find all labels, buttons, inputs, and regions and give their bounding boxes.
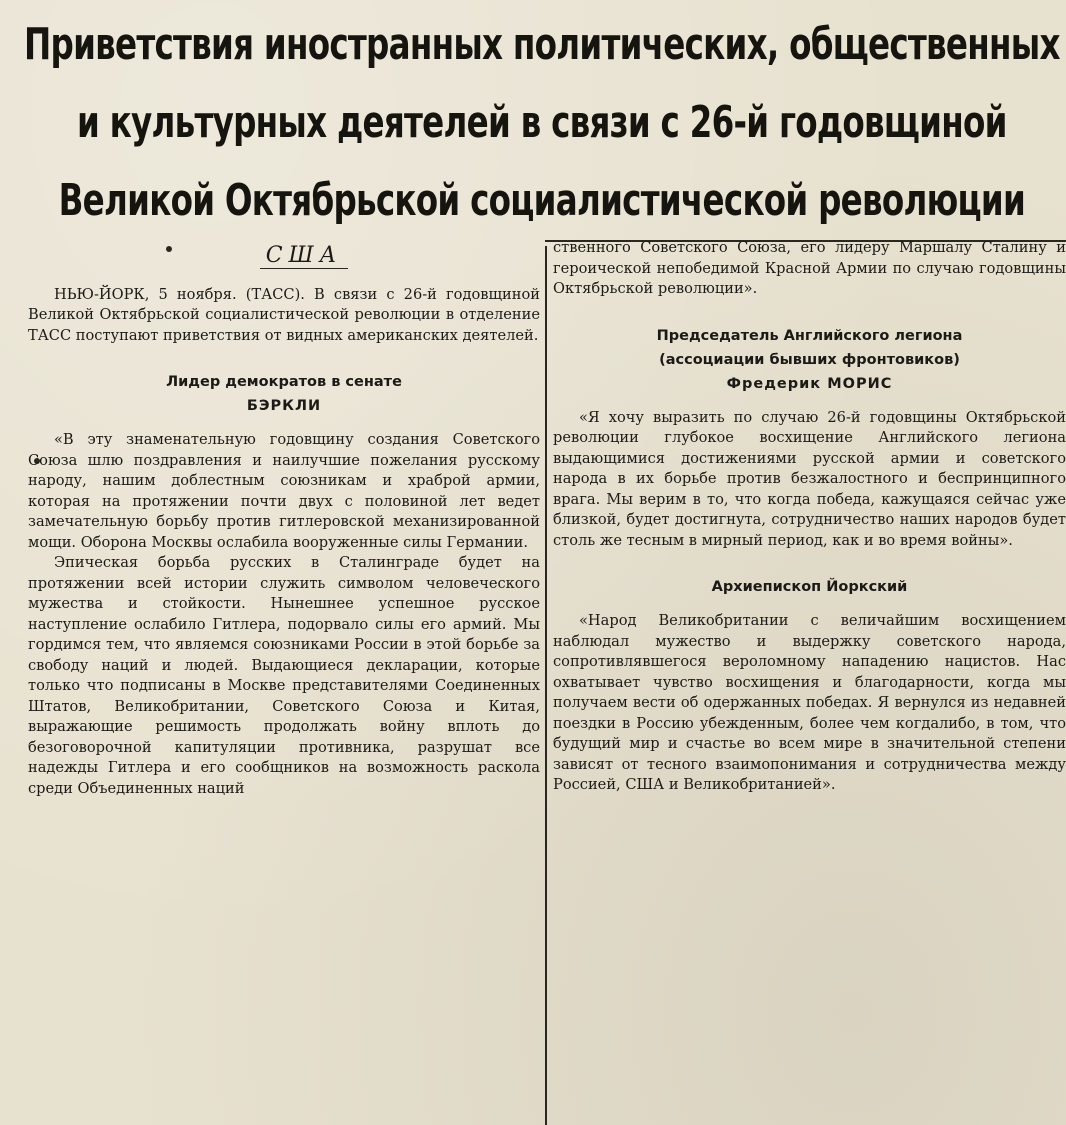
section-title-role-sub: (ассоциации бывших фронтовиков)	[659, 351, 960, 368]
section-title-berkley	[28, 370, 540, 418]
section-title-name: Фредерик МОРИС	[726, 375, 893, 392]
article-paragraph: «Народ Великобритании с величайшим восхищением наблюдал мужество и выдержку советского народа, сопротивлявшегося вероломному нападению нацистов. Нас охватывает чувство восхищения и благодарности, когда мы получаем вести об одержанных победах. Я вернулся из недавней поездки в Россию убежденным, более чем когдалибо, в том, что будущий мир и счастье во всем мире в значительной степени зависят от тесного взаимопонимания и сотрудничества между Россией, США и Великобританией».	[553, 612, 1066, 793]
article-paragraph: Эпическая борьба русских в Сталинграде будет на протяжении всей истории служить символом человеческого мужества и стойкости. Нынешнее успешное русское наступление ослабило Гитлера, подорвало силы его армий. Мы гордимся тем, что являемся союзниками России в этой борьбе за свободу наций и людей. Выдающиеся декларации, которые только что подписаны в Москве представителями Соединенных Штатов, Великобритании, Советского Союза и Китая, выражающие решимость продолжать войну вплоть до безоговорочной капитуляции противника, разрушат все надежды Гитлера и его сообщников на возможность раскола среди Объединенных наций	[28, 554, 540, 797]
headline-line-1: Приветствия иностранных политических, общественных	[23, 19, 1060, 70]
column-divider	[545, 246, 547, 1125]
section-title-legion	[553, 324, 1066, 396]
intro-paragraph: НЬЮ-ЙОРК, 5 ноября. (ТАСС). В связи с 26-й годовщиной Великой Октябрьской социалистической революции в отделение ТАСС поступают приветствия от видных американских деятелей.	[28, 285, 540, 344]
headline-line-2: и культурных деятелей в связи с 26-й годовщиной	[76, 97, 1007, 148]
article-paragraph: «Я хочу выразить по случаю 26-й годовщины Октябрьской революции глубокое восхищение Английского легиона выдающимися достижениями русской армии и советского народа в их борьбе против безжалостного и беспринципного врага. Мы верим в то, что когда победа, кажущаяся сейчас уже близкой, будет достигнута, сотрудничество наших народов будет столь же тесным в мирный период, как и во время войны».	[553, 408, 1066, 549]
country-heading: США	[28, 246, 540, 267]
section-title-name: БЭРКЛИ	[246, 398, 322, 414]
section-title-archbishop	[553, 575, 1066, 599]
headline-line-3: Великой Октябрьской социалистической революции	[58, 175, 1026, 226]
left-column	[28, 238, 540, 799]
section-title-role: Лидер демократов в сенате	[166, 374, 402, 390]
section-title-role: Архиепископ Йоркский	[711, 579, 908, 595]
section-title-role: Председатель Английского легиона	[656, 327, 963, 344]
continuation-paragraph: ственного Советского Союза, его лидеру Маршалу Сталину и героической непобедимой Красной Армии по случаю годовщины Октябрьской революции».	[553, 239, 1066, 297]
right-column	[553, 238, 1066, 796]
headline	[22, 6, 1062, 240]
article-paragraph: «В эту знаменательную годовщину создания Советского Союза шлю поздравления и наилучшие пожелания русскому народу, нашим доблестным союзникам и храброй армии, которая на протяжении почти двух с половиной лет ведет замечательную борьбу против гитлеровской механизированной мощи. Оборона Москвы ослабила вооруженные силы Германии.	[28, 431, 540, 551]
